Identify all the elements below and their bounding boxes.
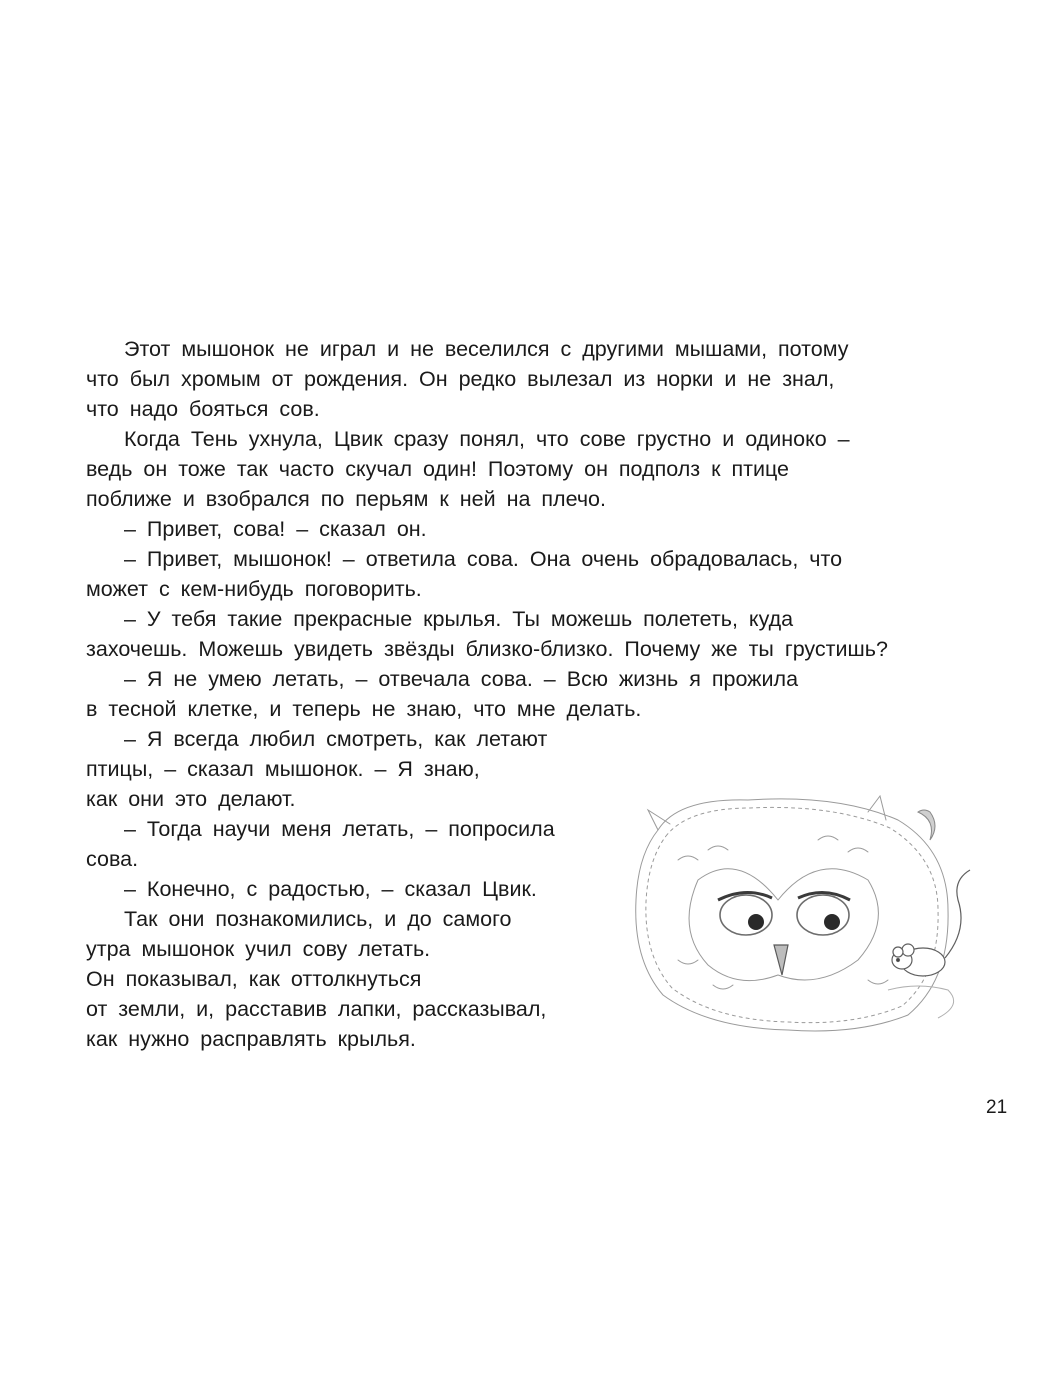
text-line: от земли, и, расставив лапки, рассказывал, xyxy=(86,997,547,1021)
text-line: Этот мышонок не играл и не веселился с другими мышами, потому xyxy=(124,337,849,361)
text-line: – Привет, сова! – сказал он. xyxy=(124,517,427,541)
text-line: Когда Тень ухнула, Цвик сразу понял, что сове грустно и одиноко – xyxy=(124,427,850,451)
text-line: Он показывал, как оттолкнуться xyxy=(86,967,422,991)
text-line: как нужно расправлять крылья. xyxy=(86,1027,416,1051)
text-line: как они это делают. xyxy=(86,787,296,811)
text-line: – Тогда научи меня летать, – попросила xyxy=(124,817,555,841)
text-line: в тесной клетке, и теперь не знаю, что мне делать. xyxy=(86,697,642,721)
text-line: захочешь. Можешь увидеть звёзды близко-близко. Почему же ты грустишь? xyxy=(86,637,888,661)
text-line: может с кем-нибудь поговорить. xyxy=(86,577,422,601)
text-line: – У тебя такие прекрасные крылья. Ты можешь полететь, куда xyxy=(124,607,794,631)
text-line: – Конечно, с радостью, – сказал Цвик. xyxy=(124,877,537,901)
text-line: что был хромым от рождения. Он редко вылезал из норки и не знал, xyxy=(86,367,835,391)
text-line: – Я не умею летать, – отвечала сова. – Всю жизнь я прожила xyxy=(124,667,799,691)
text-line: – Я всегда любил смотреть, как летают xyxy=(124,727,548,751)
owl-and-mouse-sketch-icon xyxy=(618,790,1008,1040)
text-line: сова. xyxy=(86,847,139,871)
page-number: 21 xyxy=(986,1097,1008,1118)
text-line: утра мышонок учил сову летать. xyxy=(86,937,431,961)
text-line: Так они познакомились, и до самого xyxy=(124,907,512,931)
text-line: – Привет, мышонок! – ответила сова. Она очень обрадовалась, что xyxy=(124,547,843,571)
text-line: поближе и взобрался по перьям к ней на плечо. xyxy=(86,487,606,511)
text-line: птицы, – сказал мышонок. – Я знаю, xyxy=(86,757,480,781)
text-line: что надо бояться сов. xyxy=(86,397,320,421)
owl-and-mouse-illustration xyxy=(618,790,1008,1040)
text-line: ведь он тоже так часто скучал один! Поэтому он подполз к птице xyxy=(86,457,790,481)
